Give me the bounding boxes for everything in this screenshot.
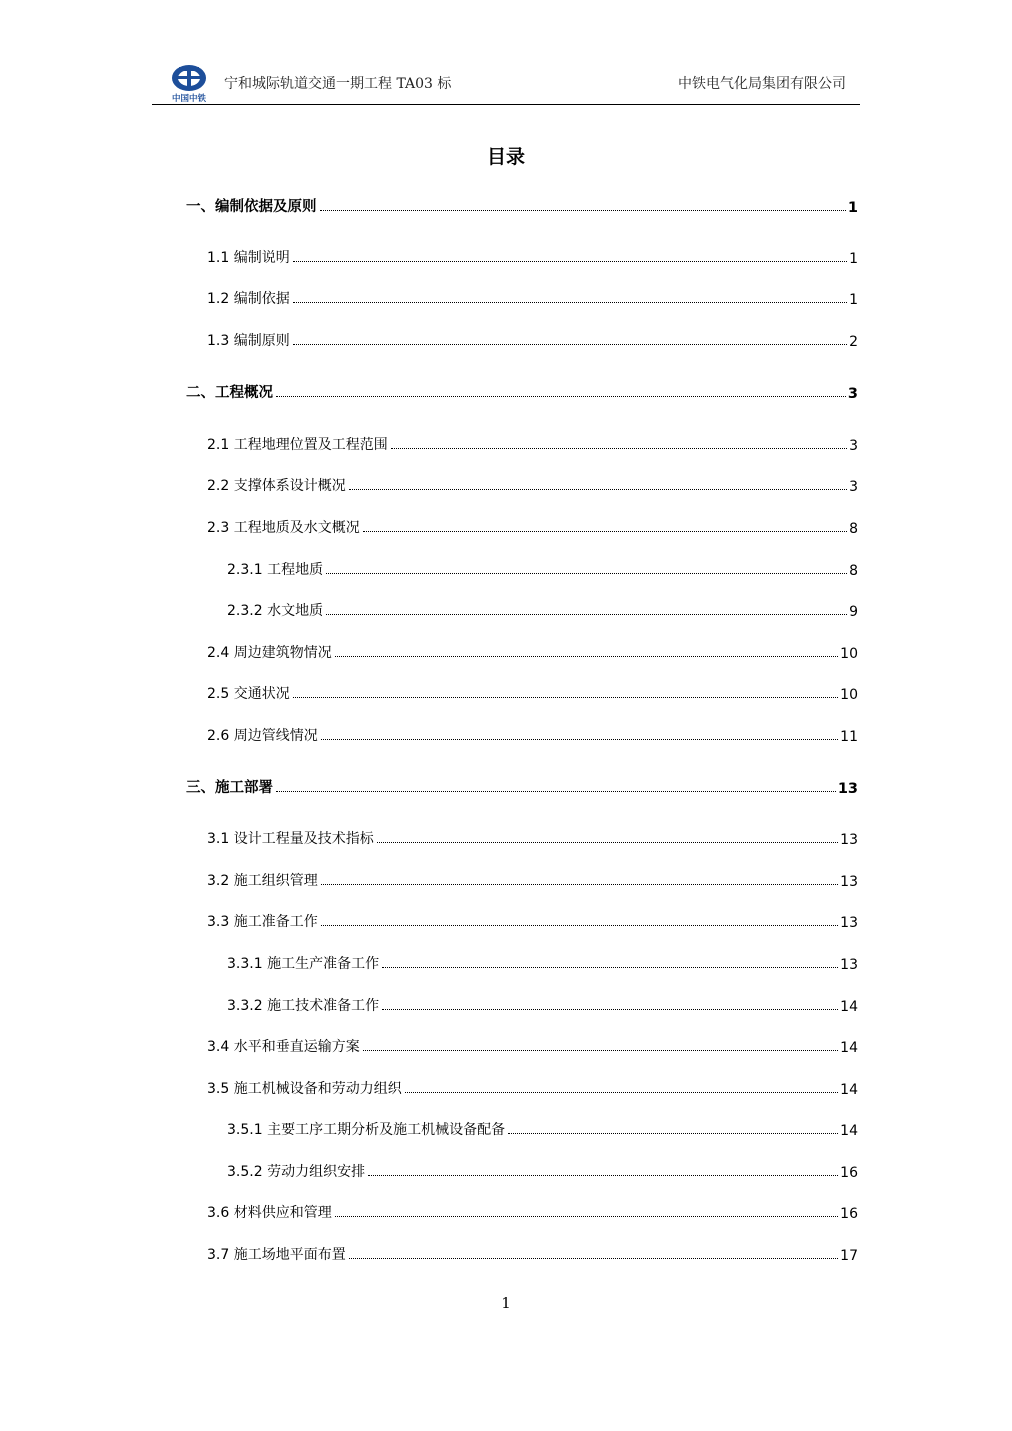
- toc-entry-page: 2: [849, 334, 858, 350]
- toc-entry-page: 14: [840, 1082, 858, 1098]
- toc-entry-page: 13: [840, 874, 858, 890]
- toc-dot-leader: [363, 1050, 838, 1051]
- toc-entry-label: 3.6 材料供应和管理: [207, 1205, 332, 1221]
- logo-caption: 中国中铁: [171, 94, 207, 102]
- toc-dot-leader: [326, 614, 847, 615]
- toc-entry-label: 3.5.1 主要工序工期分析及施工机械设备配备: [227, 1122, 506, 1138]
- toc-entry-page: 3: [847, 386, 858, 402]
- toc-dot-leader: [382, 967, 838, 968]
- toc-entry-page: 1: [847, 200, 858, 216]
- toc-dot-leader: [276, 791, 836, 792]
- toc-entry-page: 3: [849, 479, 858, 495]
- page-title: 目录: [486, 146, 525, 168]
- toc-entry[interactable]: [227, 1115, 858, 1139]
- toc-entry[interactable]: [207, 471, 858, 495]
- toc-dot-leader: [377, 842, 838, 843]
- toc-dot-leader: [320, 210, 846, 211]
- toc-entry-label: 2.2 支撑体系设计概况: [207, 478, 346, 494]
- toc-entry-page: 13: [837, 781, 858, 797]
- toc-dot-leader: [349, 489, 847, 490]
- toc-entry-page: 11: [840, 729, 858, 745]
- toc-entry-label: 3.4 水平和垂直运输方案: [207, 1039, 360, 1055]
- toc-entry-label: 3.5 施工机械设备和劳动力组织: [207, 1081, 402, 1097]
- toc-entry-label: 1.1 编制说明: [207, 250, 290, 266]
- toc-entry[interactable]: [207, 824, 858, 848]
- toc-entry-page: 3: [849, 438, 858, 454]
- toc-entry-label: 2.5 交通状况: [207, 686, 290, 702]
- toc-entry-page: 13: [840, 957, 858, 973]
- toc-entry[interactable]: [207, 1240, 858, 1264]
- toc-dot-leader: [391, 448, 847, 449]
- toc-entry-label: 3.3 施工准备工作: [207, 914, 318, 930]
- china-railway-logo-icon: [165, 62, 213, 102]
- toc-entry-label: 2.6 周边管线情况: [207, 728, 318, 744]
- toc-entry[interactable]: [207, 243, 858, 267]
- toc-dot-leader: [321, 925, 838, 926]
- toc-dot-leader: [321, 884, 838, 885]
- toc-entry-label: 三、施工部署: [186, 780, 273, 796]
- toc-entry[interactable]: [207, 284, 858, 308]
- toc-entry-page: 10: [840, 687, 858, 703]
- toc-entry-label: 3.3.1 施工生产准备工作: [227, 956, 380, 972]
- toc-entry-page: 1: [849, 251, 858, 267]
- toc-entry-label: 3.5.2 劳动力组织安排: [227, 1164, 366, 1180]
- toc-entry-page: 14: [840, 999, 858, 1015]
- header-project-name: 宁和城际轨道交通一期工程 TA03 标: [224, 76, 452, 92]
- toc-entry-page: 16: [840, 1165, 858, 1181]
- toc-entry[interactable]: [186, 378, 858, 402]
- toc-dot-leader: [293, 697, 838, 698]
- toc-entry-page: 9: [849, 604, 858, 620]
- toc-entry[interactable]: [207, 679, 858, 703]
- toc-dot-leader: [349, 1258, 838, 1259]
- toc-entry[interactable]: [207, 326, 858, 350]
- toc-dot-leader: [382, 1009, 838, 1010]
- toc-entry-label: 一、编制依据及原则: [186, 199, 317, 215]
- toc-entry-page: 1: [849, 292, 858, 308]
- toc-entry[interactable]: [207, 721, 858, 745]
- toc-entry[interactable]: [207, 638, 858, 662]
- toc-entry-page: 14: [840, 1040, 858, 1056]
- toc-entry-page: 16: [840, 1206, 858, 1222]
- toc-entry-label: 1.3 编制原则: [207, 333, 290, 349]
- toc-entry[interactable]: [227, 596, 858, 620]
- toc-entry[interactable]: [207, 430, 858, 454]
- toc-entry-page: 13: [840, 915, 858, 931]
- toc-entry-page: 14: [840, 1123, 858, 1139]
- toc-dot-leader: [293, 344, 847, 345]
- toc-entry[interactable]: [207, 1074, 858, 1098]
- toc-entry[interactable]: [207, 513, 858, 537]
- toc-dot-leader: [293, 261, 847, 262]
- toc-entry-page: 17: [840, 1248, 858, 1264]
- toc-entry[interactable]: [227, 991, 858, 1015]
- toc-entry-page: 13: [840, 832, 858, 848]
- toc-entry[interactable]: [207, 907, 858, 931]
- toc-dot-leader: [326, 573, 847, 574]
- page-header: [152, 60, 860, 105]
- toc-entry-label: 3.7 施工场地平面布置: [207, 1247, 346, 1263]
- toc-entry[interactable]: [207, 1198, 858, 1222]
- toc-entry-label: 2.3.1 工程地质: [227, 562, 324, 578]
- toc-dot-leader: [508, 1133, 838, 1134]
- toc-dot-leader: [405, 1092, 838, 1093]
- toc-dot-leader: [276, 396, 846, 397]
- toc-entry-label: 3.1 设计工程量及技术指标: [207, 831, 374, 847]
- toc-dot-leader: [335, 656, 838, 657]
- toc-entry-label: 3.3.2 施工技术准备工作: [227, 998, 380, 1014]
- toc-dot-leader: [321, 739, 838, 740]
- page-number: 1: [501, 1294, 511, 1312]
- toc-entry-label: 二、工程概况: [186, 385, 273, 401]
- toc-entry-page: 8: [849, 563, 858, 579]
- toc-entry-label: 1.2 编制依据: [207, 291, 290, 307]
- toc-dot-leader: [335, 1216, 838, 1217]
- toc-entry-label: 2.3.2 水文地质: [227, 603, 324, 619]
- toc-entry-page: 8: [849, 521, 858, 537]
- toc-entry-label: 2.1 工程地理位置及工程范围: [207, 437, 388, 453]
- toc-entry[interactable]: [227, 1157, 858, 1181]
- toc-dot-leader: [368, 1175, 838, 1176]
- toc-entry[interactable]: [227, 555, 858, 579]
- toc-dot-leader: [363, 531, 847, 532]
- toc-entry-page: 10: [840, 646, 858, 662]
- toc-entry-label: 2.4 周边建筑物情况: [207, 645, 332, 661]
- toc-entry[interactable]: [207, 1032, 858, 1056]
- toc-entry[interactable]: [186, 773, 858, 797]
- header-company-name: 中铁电气化局集团有限公司: [678, 76, 846, 92]
- toc-entry-label: 3.2 施工组织管理: [207, 873, 318, 889]
- toc-entry[interactable]: [207, 866, 858, 890]
- toc-dot-leader: [293, 302, 847, 303]
- toc-entry-label: 2.3 工程地质及水文概况: [207, 520, 360, 536]
- toc-entry[interactable]: [186, 192, 858, 216]
- toc-entry[interactable]: [227, 949, 858, 973]
